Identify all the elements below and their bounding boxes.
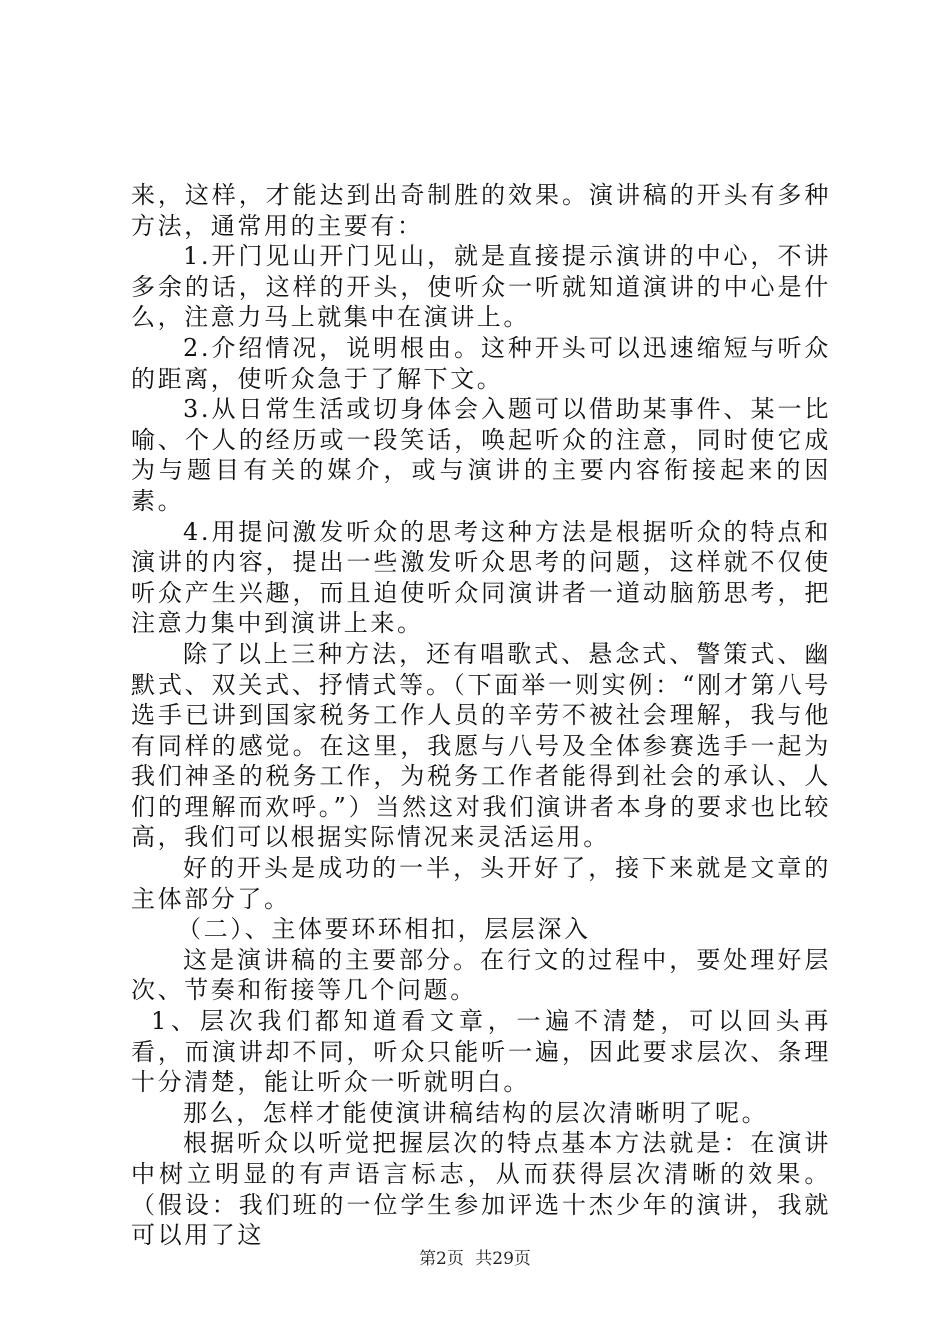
paragraph-opening: 来，这样，才能达到出奇制胜的效果。演讲稿的开头有多种方法，通常用的主要有：: [131, 181, 831, 240]
paragraph-main-part: 这是演讲稿的主要部分。在行文的过程中，要处理好层次、节奏和衔接等几个问题。: [131, 945, 831, 1005]
page-total: 共29页: [475, 1249, 531, 1269]
section-heading-body: （二）、主体要环环相扣，层层深入: [177, 915, 591, 944]
paragraph-good-opening: 好的开头是成功的一半，头开好了，接下来就是文章的主体部分了。: [131, 854, 831, 913]
paragraph-method-2: 2.介绍情况，说明根由。这种开头可以迅速缩短与听众的距离，使听众急于了解下文。: [131, 333, 831, 393]
paragraph-method-3: 3.从日常生活或切身体会入题可以借助某事件、某一比喻、个人的经历或一段笑话，唤起听众的注意，同时使它成为与题目有关的媒介，或与演讲的主要内容衔接起来的因素。: [131, 395, 831, 515]
paragraph-other-methods: 除了以上三种方法，还有唱歌式、悬念式、警策式、幽默式、双关式、抒情式等。（下面举一则实例：“刚才第八号选手已讲到国家税务工作人员的辛劳不被社会理解，我与他有同样的感觉。在这里，我愿与八号及全体参赛选手一起为我们神圣的税务工作，为税务工作者能得到社会的承认、人们的理解而欢呼。”）当然这对我们演讲者本身的要求也比较高，我们可以根据实际情况来灵活运用。: [131, 639, 831, 852]
page-number: 第2页: [419, 1249, 464, 1269]
document-body: [131, 180, 831, 1251]
paragraph-method-4: 4.用提问激发听众的思考这种方法是根据听众的特点和演讲的内容，提出一些激发听众思考的问题，这样就不仅使听众产生兴趣，而且迫使听众同演讲者一道动脑筋思考，把注意力集中到演讲上来。: [131, 517, 831, 638]
page-footer: [0, 1244, 950, 1269]
paragraph-method-basic: 根据听众以听觉把握层次的特点基本方法就是：在演讲中树立明显的有声语言标志，从而获得层次清晰的效果。（假设：我们班的一位学生参加评选十杰少年的演讲，我就可以用了这: [131, 1129, 831, 1250]
paragraph-question: 那么，怎样才能使演讲稿结构的层次清晰明了呢。: [183, 1098, 769, 1127]
paragraph-method-1: 1.开门见山开门见山，就是直接提示演讲的中心，不讲多余的话，这样的开头，使听众一听就知道演讲的中心是什么，注意力马上就集中在演讲上。: [131, 242, 831, 332]
paragraph-layers: 1、层次我们都知道看文章，一遍不清楚，可以回头再看，而演讲却不同，听众只能听一遍，因此要求层次、条理十分清楚，能让听众一听就明白。: [131, 1007, 831, 1097]
